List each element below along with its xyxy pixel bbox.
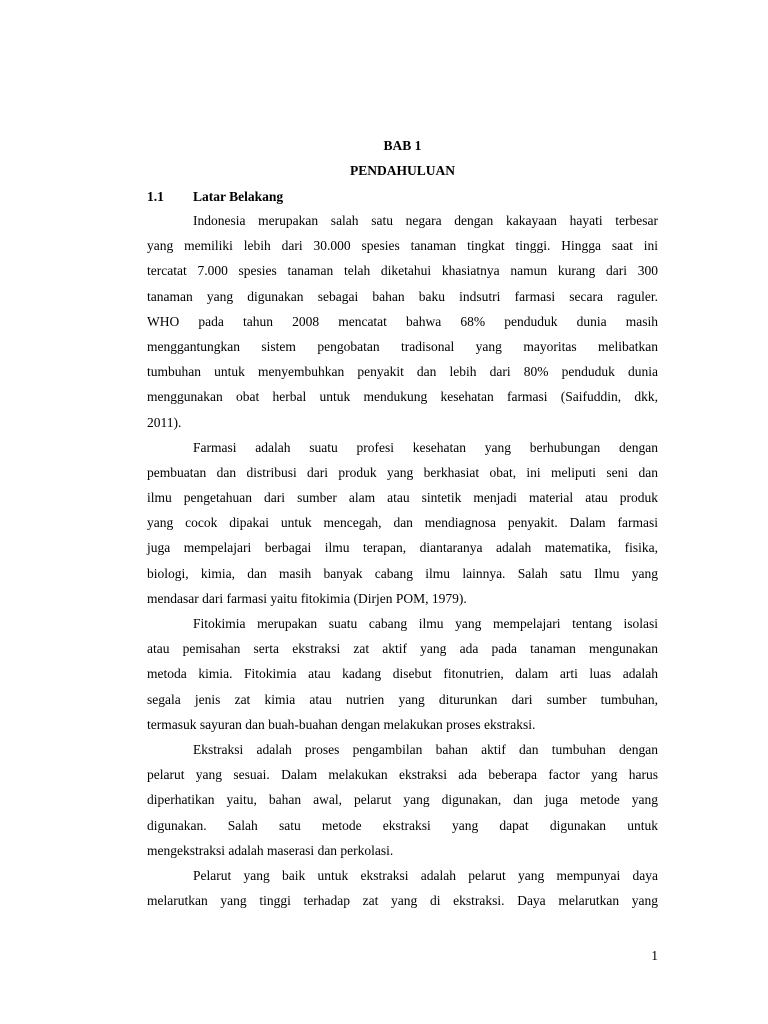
text-line: pelarut yang sesuai. Dalam melakukan ekstraksi ada beberapa factor yang harus bbox=[147, 767, 658, 783]
text-line: diperhatikan yaitu, bahan awal, pelarut yang digunakan, dan juga metode yang bbox=[147, 792, 658, 808]
text-line: mengekstraksi adalah maserasi dan perkolasi. bbox=[147, 842, 394, 858]
chapter-title: PENDAHULUAN bbox=[349, 163, 455, 178]
text-line: Indonesia merupakan salah satu negara dengan kakayaan hayati terbesar bbox=[193, 213, 658, 228]
paragraph bbox=[147, 863, 658, 913]
text-line: Farmasi adalah suatu profesi kesehatan yang berhubungan dengan bbox=[193, 439, 658, 455]
body-text bbox=[147, 208, 658, 913]
text-line: yang cocok dipakai untuk mencegah, dan mendiagnosa penyakit. Dalam farmasi bbox=[147, 515, 658, 531]
text-line: menggantungkan sistem pengobatan tradisonal yang mayoritas melibatkan bbox=[147, 338, 658, 354]
text-line: metoda kimia. Fitokimia atau kadang disebut fitonutrien, dalam arti luas adalah bbox=[147, 666, 658, 682]
section-heading bbox=[147, 188, 283, 206]
text-line: yang memiliki lebih dari 30.000 spesies tanaman tingkat tinggi. Hingga saat ini bbox=[147, 238, 658, 254]
text-line: tanaman yang digunakan sebagai bahan baku indsutri farmasi secara raguler. bbox=[147, 288, 658, 304]
text-line: atau pemisahan serta ekstraksi zat aktif yang ada pada tanaman mengunakan bbox=[147, 641, 658, 657]
text-line: melarutkan yang tinggi terhadap zat yang di ekstraksi. Daya melarutkan yang bbox=[147, 893, 658, 909]
text-line: biologi, kimia, dan masih banyak cabang ilmu lainnya. Salah satu Ilmu yang bbox=[147, 565, 658, 581]
text-line: segala jenis zat kimia atau nutrien yang diturunkan dari sumber tumbuhan, bbox=[147, 691, 658, 707]
text-line: ilmu pengetahuan dari sumber alam atau sintetik menjadi material atau produk bbox=[147, 490, 658, 506]
text-line: 2011). bbox=[147, 414, 182, 430]
paragraph bbox=[147, 435, 658, 611]
text-line: menggunakan obat herbal untuk mendukung kesehatan farmasi (Saifuddin, dkk, bbox=[147, 389, 658, 405]
text-line: Ekstraksi adalah proses pengambilan bahan aktif dan tumbuhan dengan bbox=[193, 741, 658, 757]
page-number: 1 bbox=[651, 948, 658, 963]
text-line: digunakan. Salah satu metode ekstraksi yang dapat digunakan untuk bbox=[147, 817, 658, 833]
section-title: Latar Belakang bbox=[193, 189, 284, 204]
text-line: pembuatan dan distribusi dari produk yang berkhasiat obat, ini meliputi seni dan bbox=[147, 464, 658, 480]
text-line: tumbuhan untuk menyembuhkan penyakit dan lebih dari 80% penduduk dunia bbox=[147, 364, 658, 380]
chapter-label: BAB 1 bbox=[383, 138, 422, 153]
text-line: Pelarut yang baik untuk ekstraksi adalah pelarut yang mempunyai daya bbox=[193, 867, 658, 883]
text-line: termasuk sayuran dan buah-buahan dengan melakukan proses ekstraksi. bbox=[147, 716, 536, 732]
paragraph bbox=[147, 611, 658, 737]
paragraph bbox=[147, 737, 658, 863]
text-line: mendasar dari farmasi yaitu fitokimia (Dirjen POM, 1979). bbox=[147, 590, 467, 606]
text-line: WHO pada tahun 2008 mencatat bahwa 68% penduduk dunia masih bbox=[147, 313, 658, 329]
paragraph bbox=[147, 208, 658, 435]
section-number: 1.1 bbox=[147, 189, 164, 204]
text-line: juga mempelajari berbagai ilmu terapan, diantaranya adalah matematika, fisika, bbox=[147, 540, 658, 556]
text-line: Fitokimia merupakan suatu cabang ilmu yang mempelajari tentang isolasi bbox=[193, 616, 658, 631]
text-line: tercatat 7.000 spesies tanaman telah diketahui khasiatnya namun kurang dari 300 bbox=[147, 263, 658, 279]
